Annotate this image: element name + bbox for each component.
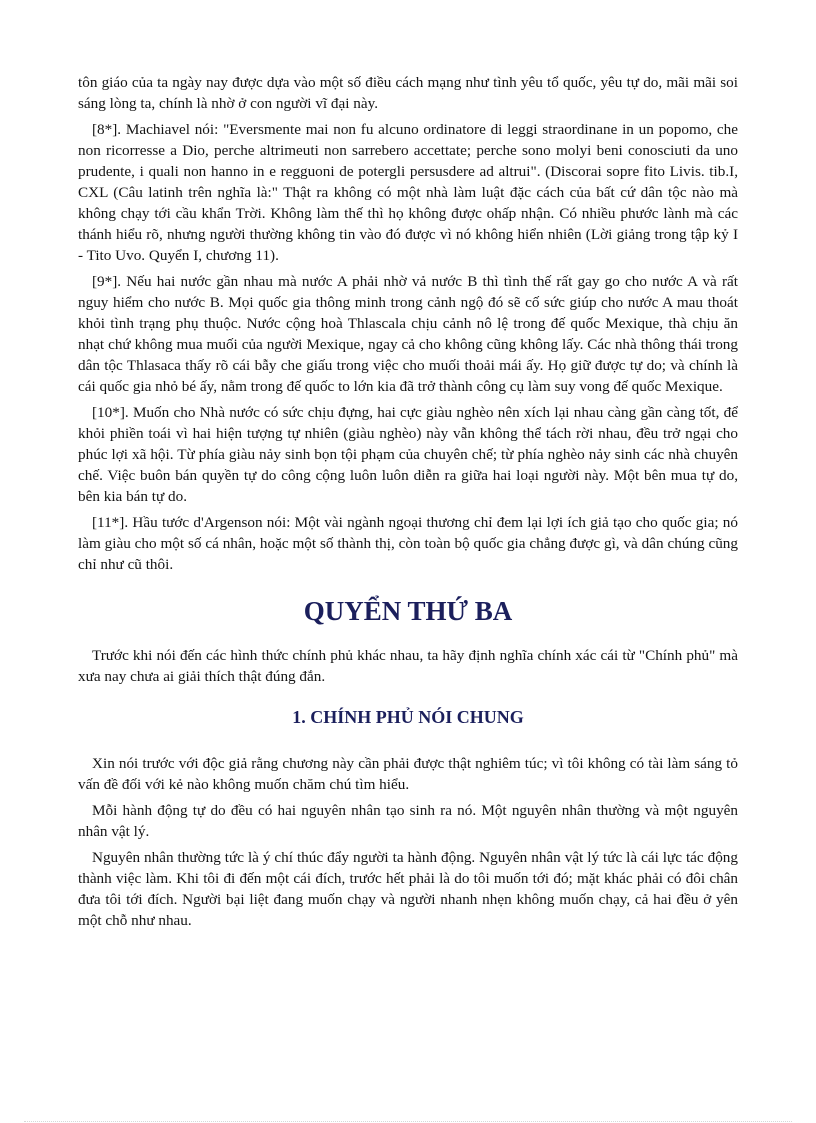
note-9: [9*]. Nếu hai nước gần nhau mà nước A phải nhờ vả nước B thì tình thế rất gay go cho nước A và rất nguy hiểm cho nước B. Mọi quốc gia thông minh trong cảnh ngộ đó sẽ cố sức giúp cho nước A mau thoát khỏi tình trạng phụ thuộc. Nước cộng hoà Thlascala chịu cảnh nô lệ trong đế quốc Mexique, thà chịu ăn nhạt chứ không mua muối của người Mexique, ngay cả cho không cũng không lấy. Các nhà thông thái trong dân tộc Thlasaca thấy rõ cái bẫy che giấu trong việc cho muối thoải mái ấy. Họ giữ được tự do; và chính là cái quốc gia nhỏ bé ấy, nằm trong đế quốc to lớn kia đã trở thành công cụ làm suy vong đế quốc Mexique.	[78, 273, 738, 395]
book-title: QUYỂN THỨ BA	[303, 596, 513, 626]
intro-paragraph: Trước khi nói đến các hình thức chính phủ khác nhau, ta hãy định nghĩa chính xác cái từ "Chính phủ" mà xưa nay chưa ai giải thích thật đúng đắn.	[78, 647, 738, 685]
note-11: [11*]. Hầu tước d'Argenson nói: Một vài ngành ngoại thương chỉ đem lại lợi ích giả tạo cho quốc gia; nó làm giàu cho một số cá nhân, hoặc một số thành thị, còn toàn bộ quốc gia chẳng được gì, và dân chúng cũng chỉ như cũ thôi.	[78, 514, 738, 573]
section-body	[78, 753, 738, 931]
document-page	[78, 72, 738, 936]
body-paragraph: Xin nói trước với độc giả rằng chương này cần phải được thật nghiêm túc; vì tôi không có tài làm sáng tỏ vấn đề đối với kẻ nào không muốn chăm chú tìm hiểu.	[78, 755, 738, 793]
endnotes-section	[78, 72, 738, 575]
note-continuation: tôn giáo của ta ngày nay được dựa vào một số điều cách mạng như tình yêu tổ quốc, yêu tự do, mãi mãi soi sáng lòng ta, chính là nhờ ở con người vĩ đại này.	[78, 74, 738, 112]
page-bottom-rule	[24, 1121, 792, 1122]
body-paragraph: Mỗi hành động tự do đều có hai nguyên nhân tạo sinh ra nó. Một nguyên nhân thường và một nguyên nhân vật lý.	[78, 802, 738, 840]
section-title: 1. CHÍNH PHỦ NÓI CHUNG	[292, 707, 524, 727]
note-8: [8*]. Machiavel nói: "Eversmente mai non fu alcuno ordinatore di leggi straordinane in un popomo, che non ricorresse a Dio, perche altrimeuti non sarrebero accettate; perche sono molyi beni conosciuti da uno prudente, i quali non hanno in e regguoni de potergli persusdere ad altrui". (Discorai sopre fito Livis. tib.I, CXL (Câu latinh trên nghĩa là:" Thật ra không có một nhà làm luật đặc cách của bất cứ dân tộc nào mà không chạy tới cầu khẩn Trời. Không làm thế thì họ không được ohấp nhận. Có nhiều phước lành mà các thánh hiểu rõ, nhưng người thường không tin vào đó được vì nó không hiển nhiên (Lời giảng trong tập kỷ I - Tito Uvo. Quyển I, chương 11).	[78, 121, 738, 264]
body-paragraph: Nguyên nhân thường tức là ý chí thúc đẩy người ta hành động. Nguyên nhân vật lý tức là cái lực tác động thành việc làm. Khi tôi đi đến một cái đích, trước hết phải là do tôi muốn tới đó; mặt khác phải có đôi chân đưa tôi tới đích. Người bại liệt đang muốn chạy và người nhanh nhẹn không muốn chạy, cả hai đều ở yên một chỗ như nhau.	[78, 849, 738, 929]
note-10: [10*]. Muốn cho Nhà nước có sức chịu đựng, hai cực giàu nghèo nên xích lại nhau càng gần càng tốt, để khỏi phiền toái vì hai hiện tượng tự nhiên (giàu nghèo) này vẫn không thể tách rời nhau, đều trở ngại cho phúc lợi xã hội. Từ phía giàu nảy sinh bọn tội phạm của chuyên chế; từ phía nghèo nảy sinh các nhà chuyên chế. Việc buôn bán quyền tự do công cộng luôn luôn diễn ra giữa hai loại người này. Một bên mua tự do, bên kia bán tự do.	[78, 404, 738, 505]
